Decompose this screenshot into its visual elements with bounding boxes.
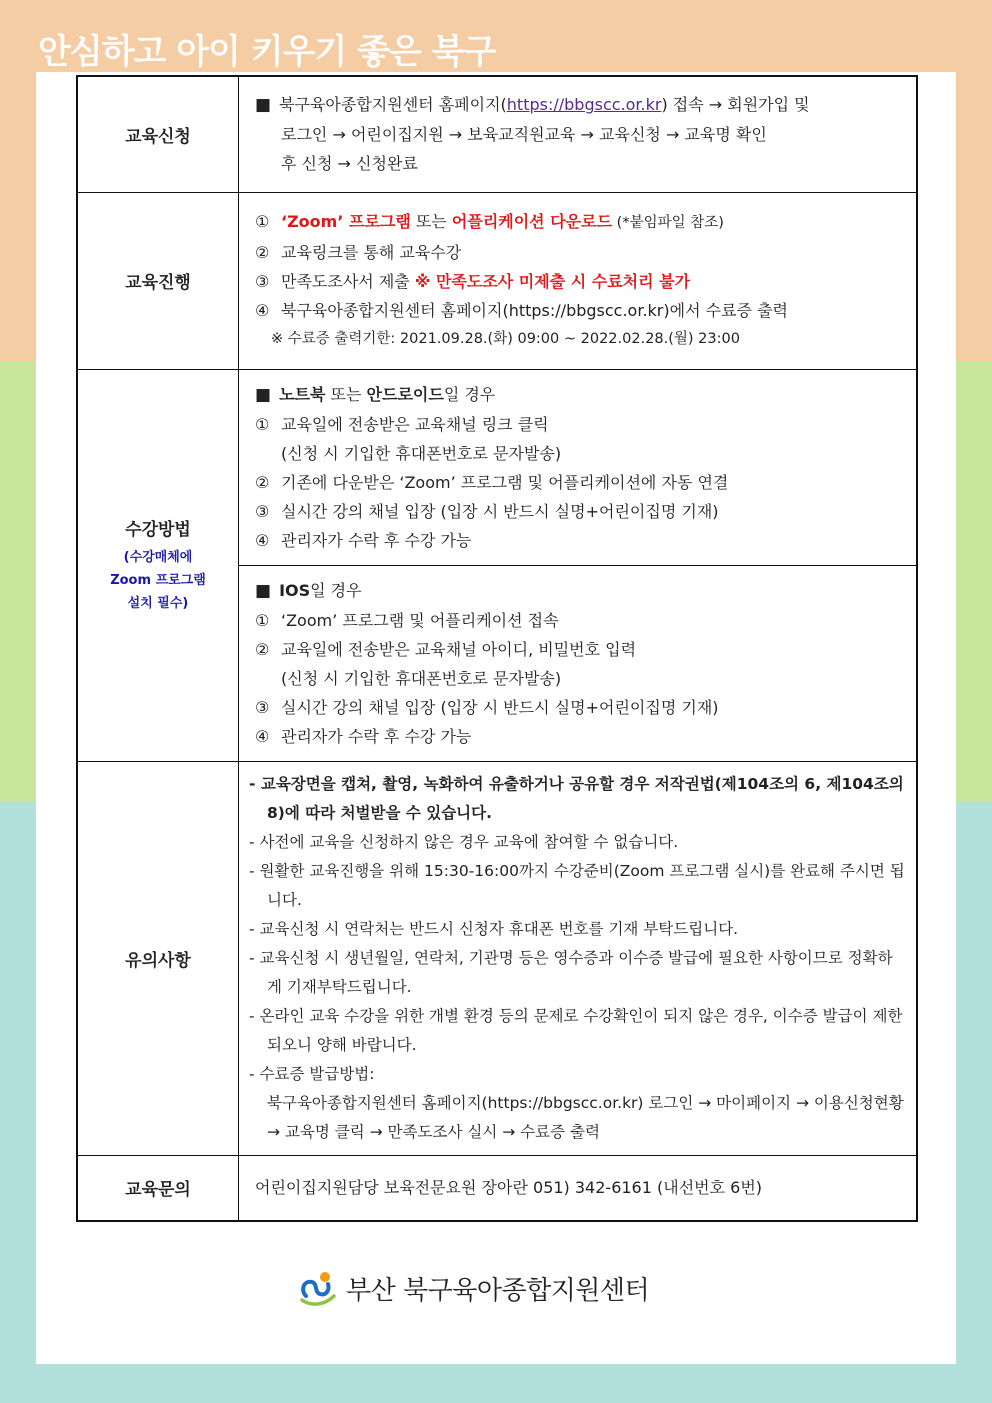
page-title: 안심하고 아이 키우기 좋은 북구 [38,32,496,72]
footer-center-name: 부산 북구육아종합지원센터 [346,1276,650,1306]
content-method-android: ■ 노트북 또는 안드로이드일 경우 ① 교육일에 전송받은 교육채널 링크 클릭 (신청 시 기입한 휴대폰번호로 문자발송) ② 기존에 다운받은 ‘Zoom’ 프로그램 및 어플리케이션에 자동 연결 ③ 실시간 강의 채널 입장 (입장 시 반드시 실명+어린이집명 기재) ④ 관리자가 수락 후 수강 가능 [239,369,918,565]
caution-item: - 사전에 교육을 신청하지 않은 경우 교육에 참여할 수 없습니다. [249,832,679,851]
center-logo-icon [298,1268,338,1308]
label-caution: 유의사항 [77,761,239,1155]
content-apply: ■ 북구육아종합지원센터 홈페이지(https://bbgscc.or.kr) 접속 → 회원가입 및 로그인 → 어린이집지원 → 보육교직원교육 → 교육신청 → 교육명 확인 후 신청 → 신청완료 [239,76,918,192]
row-contact [77,1155,917,1221]
progress-step-4: ④ 북구육아종합지원센터 홈페이지(https://bbgscc.or.kr)에서 수료증 출력 [255,301,788,320]
progress-step-2: ② 교육링크를 통해 교육수강 [255,243,462,262]
content-progress [239,192,918,369]
label-contact: 교육문의 [77,1155,239,1221]
row-caution [77,761,917,1155]
progress-step-1: ① ‘Zoom’ 프로그램 또는 어플리케이션 다운로드 (*붙임파일 참조) [255,212,724,231]
row-apply [77,76,917,192]
content-contact: 어린이집지원담당 보육전문요원 장아란 051) 342-6161 (내선번호 6번) [239,1155,918,1221]
label-progress: 교육진행 [77,192,239,369]
square-bullet-icon: ■ [255,95,272,116]
label-apply: 교육신청 [77,76,239,192]
caution-item: - 수료증 발급방법: [249,1064,375,1083]
label-method: 수강방법 (수강매체에 Zoom 프로그램 설치 필수) [77,369,239,761]
square-bullet-icon: ■ [255,580,272,601]
document-page [36,72,956,1364]
caution-item: - 교육신청 시 생년월일, 연락처, 기관명 등은 영수증과 이수증 발급에 필요한 사항이므로 정확하게 기재부탁드립니다. [249,948,893,996]
info-table [76,75,918,1222]
row-method-android [77,369,917,565]
caution-item-detail: 북구육아종합지원센터 홈페이지(https://bbgscc.or.kr) 로그인 → 마이페이지 → 이용신청현황 → 교육명 클릭 → 만족도조사 실시 → 수료증 출력 [267,1093,904,1141]
progress-note: ※ 수료증 출력기한: 2021.09.28.(화) 09:00 ~ 2022.02.28.(월) 23:00 [271,331,740,347]
square-bullet-icon: ■ [255,384,272,405]
content-caution [239,761,918,1155]
caution-item: - 원활한 교육진행을 위해 15:30-16:00까지 수강준비(Zoom 프로그램 실시)를 완료해 주시면 됩니다. [249,861,905,909]
homepage-link[interactable]: https://bbgscc.or.kr [506,95,662,115]
caution-item: - 교육장면을 캡쳐, 촬영, 녹화하여 유출하거나 공유할 경우 저작권법(제104조의 6, 제104조의 8)에 따라 처벌받을 수 있습니다. [249,774,904,822]
caution-item: - 교육신청 시 연락처는 반드시 신청자 휴대폰 번호를 기재 부탁드립니다. [249,919,739,938]
row-progress [77,192,917,369]
caution-item: - 온라인 교육 수강을 위한 개별 환경 등의 문제로 수강확인이 되지 않은 경우, 이수증 발급이 제한되오니 양해 바랍니다. [249,1006,903,1054]
progress-step-3: ③ 만족도조사서 제출 ※ 만족도조사 미제출 시 수료처리 불가 [255,272,691,291]
content-method-ios: ■ IOS일 경우 ① ‘Zoom’ 프로그램 및 어플리케이션 접속 ② 교육일에 전송받은 교육채널 아이디, 비밀번호 입력 (신청 시 기입한 휴대폰번호로 문자발송) ③ 실시간 강의 채널 입장 (입장 시 반드시 실명+어린이집명 기재) ④ 관리자가 수락 후 수강 가능 [239,565,918,761]
